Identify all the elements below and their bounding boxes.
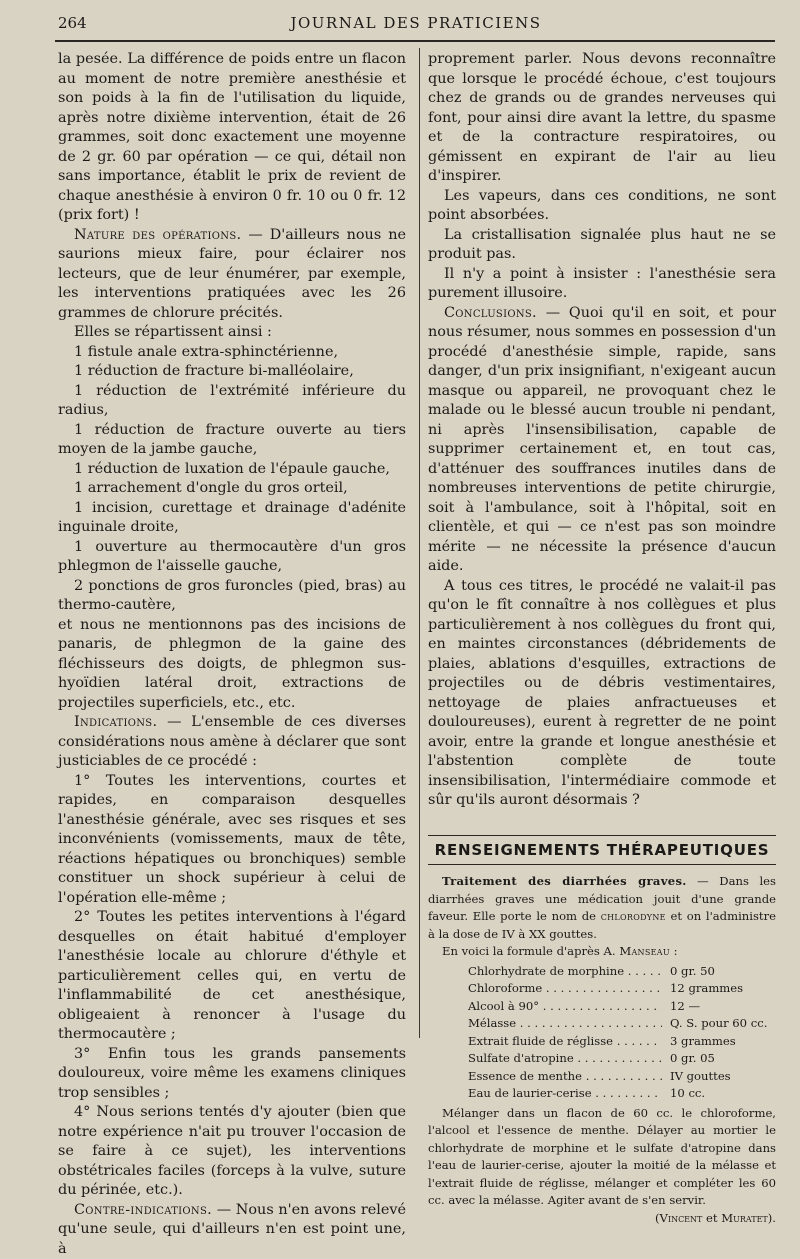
list-item: 1 ouverture au thermocautère d'un gros phlegmon de l'aisselle gauche, <box>58 538 406 577</box>
paragraph-cristallisation: La cristallisation signalée plus haut ne se produit pas. <box>428 226 776 265</box>
list-item: 1 réduction de l'extrémité inférieure du radius, <box>58 382 406 421</box>
formula-intro-end: : <box>670 944 678 958</box>
paragraph-contre-indications <box>58 1201 406 1259</box>
list-item: 1 réduction de fracture bi-malléolaire, <box>58 362 406 382</box>
treatment-text-a: — Dans les diarrhées graves une médication jouit d'une grande faveur. Elle porte le nom de <box>428 874 776 923</box>
page-header <box>58 12 774 36</box>
recipe-row <box>428 980 776 998</box>
column-divider <box>419 48 420 1038</box>
ingredient-name: Essence de menthe . . . <box>468 1068 662 1086</box>
ingredient-name: Extrait fluide de réglisse . . . <box>468 1033 662 1051</box>
ingredient-name: Chlorhydrate de morphine . . . <box>468 963 662 981</box>
formula-intro-text: En voici la formule d'après A. <box>442 944 619 958</box>
signature <box>428 1210 776 1228</box>
heading-contre-indications: Contre-indications. <box>74 1202 212 1218</box>
ingredient-name: Mélasse . . . <box>468 1015 662 1033</box>
page-number: 264 <box>58 14 87 32</box>
indication-3: 3° Enfin tous les grands pansements douloureux, voire même les examens cliniques trop sensibles ; <box>58 1045 406 1104</box>
treatment-title: Traitement des diarrhées graves. <box>442 874 687 888</box>
recipe-table <box>428 963 776 1103</box>
ingredient-name: Eau de laurier-cerise . . . <box>468 1085 662 1103</box>
signature-close: ). <box>768 1211 776 1225</box>
heading-indications: Indications. <box>74 714 157 730</box>
ingredient-qty: 3 grammes <box>662 1033 776 1051</box>
left-column <box>58 50 406 1259</box>
formula-intro <box>428 943 776 961</box>
indication-1: 1° Toutes les interventions, courtes et rapides, en comparaison desquelles l'anesthésie générale, avec ses risques et ses inconvénients (vomissements, maux de tête, réactions hépatiques ou bronchiques) semble constituer un shock supérieur à celui de l'opération elle-même ; <box>58 772 406 909</box>
ingredient-qty: 0 gr. 05 <box>662 1050 776 1068</box>
recipe-row <box>428 1068 776 1086</box>
signature-author-2: Muratet <box>721 1211 768 1225</box>
recipe-row <box>428 998 776 1016</box>
treatment-text-b: et on l'administre à la dose de IV à XX gouttes. <box>428 909 776 941</box>
heading-conclusions: Conclusions. <box>444 305 537 321</box>
paragraph-vapeurs: Les vapeurs, dans ces conditions, ne sont point absorbées. <box>428 187 776 226</box>
preparation-instructions: Mélanger dans un flacon de 60 cc. le chloroforme, l'alcool et l'essence de menthe. Délayer au mortier le chlorhydrate de morphine et le sulfate d'atropine dans l'eau de laurier-cerise, ajouter la moitié de la mélasse et l'extrait fluide de réglisse, mélanger et compléter les 60 cc. avec la mélasse. Agiter avant de s'en servir. <box>428 1105 776 1210</box>
recipe-row <box>428 1015 776 1033</box>
nature-text: — D'ailleurs nous ne saurions mieux faire, pour éclairer nos lecteurs, que de leur énumérer, par exemple, les interventions pratiquées avec les 26 grammes de chlorure précités. <box>58 227 406 321</box>
conclusions-text: — Quoi qu'il en soit, et pour nous résumer, nous sommes en possession d'un procédé d'anesthésie simple, rapide, sans danger, d'un prix insignifiant, n'exigeant aucun masque ou appareil, ne provoquant chez le malade ou le blessé aucun trouble ni pendant, ni après l'insensibilisation, capable de supprimer certainement et, en tout cas, d'atténuer des souffrances inutiles dans de nombreuses interventions de petite chirurgie, soit à l'ambulance, soit à l'hôpital, soit en clientèle, et qui — ce n'est pas son moindre mérite — ne nécessite la présence d'aucun aide. <box>428 305 776 575</box>
ingredient-qty: 12 grammes <box>662 980 776 998</box>
recipe-row <box>428 1085 776 1103</box>
paragraph-illusoire: Il n'y a point à insister : l'anesthésie sera purement illusoire. <box>428 265 776 304</box>
ingredient-qty: IV gouttes <box>662 1068 776 1086</box>
paragraph-indications <box>58 713 406 772</box>
section-title: RENSEIGNEMENTS THÉRAPEUTIQUES <box>428 836 776 865</box>
paragraph-conclusions <box>428 304 776 577</box>
ingredient-qty: Q. S. pour 60 cc. <box>662 1015 776 1033</box>
formula-author: Manseau <box>619 944 670 958</box>
ingredient-qty: 12 — <box>662 998 776 1016</box>
indication-2: 2° Toutes les petites interventions à l'égard desquelles on était habitué d'employer l'anesthésie locale au chlorure d'éthyle et particulièrement celles qui, en vertu de l'inflammabilité de cet anesthésique, obligeaient à renoncer à l'usage du thermocautère ; <box>58 908 406 1045</box>
paragraph-cost: la pesée. La différence de poids entre un flacon au moment de notre première anesthésie et son poids à la fin de l'utilisation du liquide, après notre dixième intervention, était de 26 grammes, soit donc exactement une moyenne de 2 gr. 60 par opération — ce qui, détail non sans importance, établit le prix de revient de chaque anesthésie à environ 0 fr. 10 ou 0 fr. 12 (prix fort) ! <box>58 50 406 226</box>
paragraph-repartition: Elles se répartissent ainsi : <box>58 323 406 343</box>
paragraph-titres: A tous ces titres, le procédé ne valait-il pas qu'on le fît connaître à nos collègues et plus particulièrement à nos collègues du front qui, en maintes circonstances (débridements de plaies, ablations d'esquilles, extractions de projectiles ou de débris vestimentaires, nettoyage de plaies anfractueuses et douloureuses), eurent à regretter de ne point avoir, entre la grande et longue anesthésie et l'abstention complète de toute insensibilisation, l'intermédiaire commode et sûr qu'ils auront désormais ? <box>428 577 776 811</box>
right-column <box>428 50 776 1227</box>
ingredient-name: Chloroforme . . . <box>468 980 662 998</box>
indications-text: — L'ensemble de ces diverses considérations nous amène à déclarer que sont justiciables de ce procédé : <box>58 714 406 769</box>
section-rule-bottom <box>428 864 776 865</box>
list-item: 1 fistule anale extra-sphinctérienne, <box>58 343 406 363</box>
ingredient-qty: 10 cc. <box>662 1085 776 1103</box>
paragraph-nature <box>58 226 406 324</box>
recipe-row <box>428 963 776 981</box>
signature-author-1: Vincent <box>660 1211 703 1225</box>
list-item: 2 ponctions de gros furoncles (pied, bras) au thermo-cautère, <box>58 577 406 616</box>
signature-and: et <box>702 1211 721 1225</box>
list-item: 1 incision, curettage et drainage d'adénite inguinale droite, <box>58 499 406 538</box>
running-title: JOURNAL DES PRATICIENS <box>58 14 774 32</box>
list-item: 1 arrachement d'ongle du gros orteil, <box>58 479 406 499</box>
list-item: 1 réduction de luxation de l'épaule gauche, <box>58 460 406 480</box>
recipe-row <box>428 1033 776 1051</box>
ingredient-name: Alcool à 90° . . . <box>468 998 662 1016</box>
contre-text: — Nous n'en avons relevé qu'une seule, qui d'ailleurs n'en est point une, à <box>58 1202 406 1257</box>
therapeutic-note <box>428 873 776 1227</box>
header-rule <box>55 40 775 42</box>
signature-open: ( <box>655 1211 660 1225</box>
treatment-paragraph <box>428 873 776 943</box>
paragraph-list-tail: et nous ne mentionnons pas des incisions de panaris, de phlegmon de la gaine des fléchisseurs des doigts, de phlegmon sus-hyoïdien latéral droit, extractions de projectiles superficiels, etc., etc. <box>58 616 406 714</box>
indication-4: 4° Nous serions tentés d'y ajouter (bien que notre expérience n'ait pu trouver l'occasion de se faire à ce sujet), les interventions obstétricales faciles (forceps à la vulve, suture du périnée, etc.). <box>58 1103 406 1201</box>
list-item: 1 réduction de fracture ouverte au tiers moyen de la jambe gauche, <box>58 421 406 460</box>
ingredient-name: Sulfate d'atropine . . . <box>468 1050 662 1068</box>
heading-nature: Nature des opérations. <box>74 227 241 243</box>
ingredient-qty: 0 gr. 50 <box>662 963 776 981</box>
paragraph-continuation: proprement parler. Nous devons reconnaître que lorsque le procédé échoue, c'est toujours chez de grands ou de grandes nerveuses qui font, pour ainsi dire avant la lettre, du spasme et de la contracture respiratoires, ou gémissent en expirant de l'air au lieu d'inspirer. <box>428 50 776 187</box>
treatment-drug: chlorodyne <box>601 909 666 923</box>
